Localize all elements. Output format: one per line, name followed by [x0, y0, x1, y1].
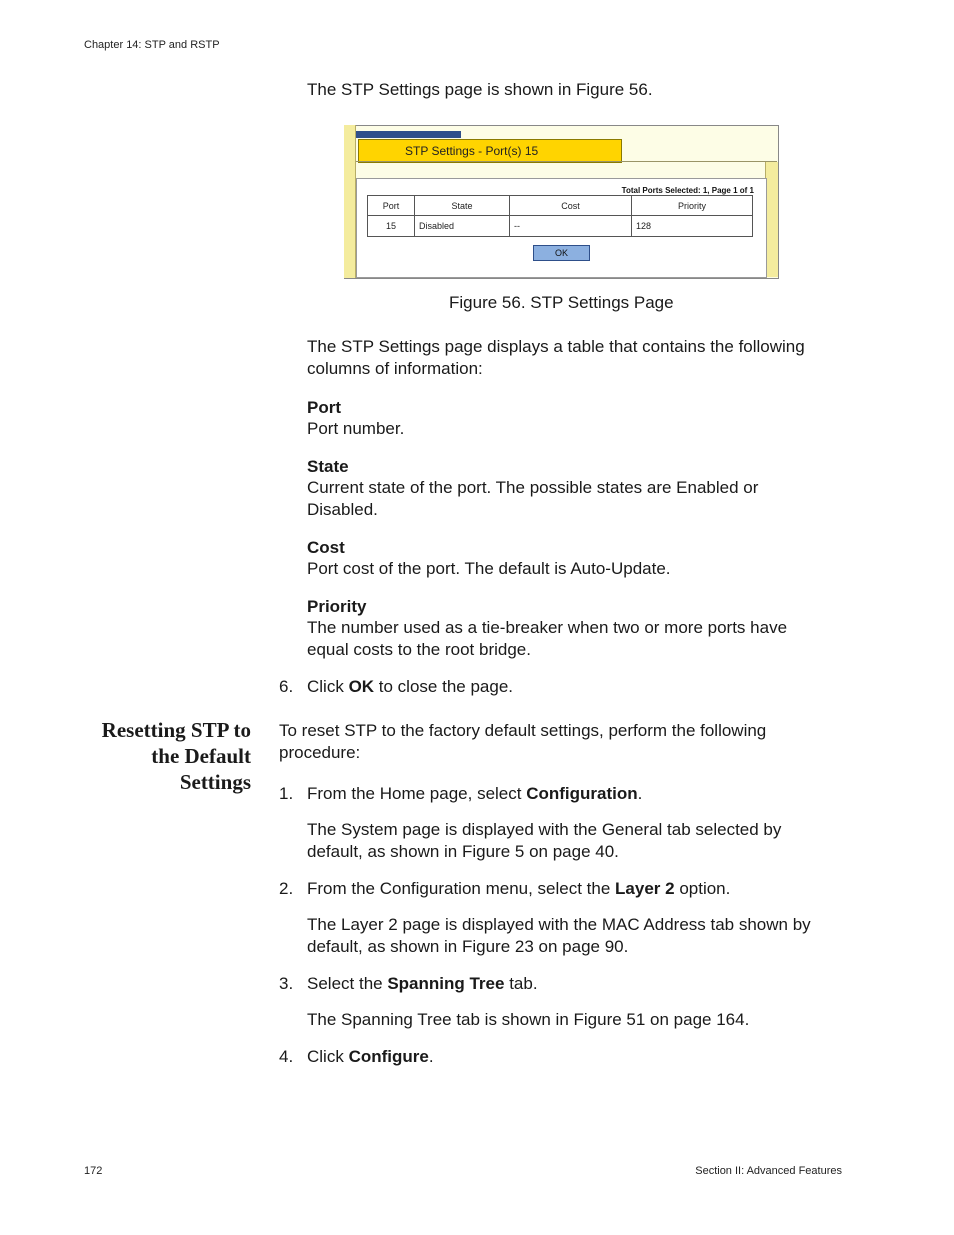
section-heading-line: the Default — [151, 744, 251, 768]
section-intro-line: To reset STP to the factory default settings, perform the following — [279, 721, 767, 740]
description-paragraph — [307, 336, 805, 380]
step-text: From the Configuration menu, select the Layer 2 option. — [307, 879, 731, 898]
definition-priority — [307, 596, 787, 661]
description-line: The STP Settings page displays a table that contains the following — [307, 337, 805, 356]
step-text: Click OK to close the page. — [307, 677, 513, 696]
table-header-row — [368, 196, 753, 216]
column-header-state: State — [415, 196, 510, 216]
page-number: 172 — [84, 1165, 103, 1177]
step-note — [307, 1009, 749, 1031]
figure-caption: Figure 56. STP Settings Page — [449, 293, 674, 312]
definition-text: Current state of the port. The possible states are Enabled or — [307, 478, 759, 497]
step-note — [307, 914, 811, 958]
step-note-line: The System page is displayed with the General tab selected by — [307, 820, 782, 839]
definition-term: Cost — [307, 538, 345, 557]
definition-term: Priority — [307, 597, 367, 616]
definition-state — [307, 456, 758, 521]
intro-paragraph: The STP Settings page is shown in Figure 56. — [307, 80, 653, 99]
running-footer: Section II: Advanced Features — [695, 1165, 842, 1177]
table-row — [368, 216, 753, 237]
section-intro-line: procedure: — [279, 743, 361, 762]
definition-text: equal costs to the root bridge. — [307, 640, 531, 659]
step-note-line: The Spanning Tree tab is shown in Figure 51 on page 164. — [307, 1010, 750, 1029]
step-number: 4. — [279, 1047, 294, 1066]
section-heading-line: Resetting STP to — [101, 718, 251, 742]
step-text: From the Home page, select Configuration. — [307, 784, 643, 803]
definition-text: Port number. — [307, 419, 405, 438]
section-heading-line: Settings — [179, 770, 251, 794]
figure-left-bar — [344, 125, 356, 278]
definition-port — [307, 397, 404, 440]
definition-text: The number used as a tie-breaker when two or more ports have — [307, 618, 788, 637]
definition-text: Port cost of the port. The default is Auto-Update. — [307, 559, 671, 578]
column-header-priority: Priority — [632, 196, 753, 216]
step-note — [307, 819, 781, 863]
step-number: 3. — [279, 974, 294, 993]
description-line: columns of information: — [307, 359, 483, 378]
step-number: 6. — [279, 677, 294, 696]
cell-cost[interactable]: -- — [510, 216, 632, 237]
section-intro — [279, 720, 766, 764]
step-text: Select the Spanning Tree tab. — [307, 974, 538, 993]
figure-top-stripe — [356, 131, 461, 138]
step-number: 2. — [279, 879, 294, 898]
definition-text: Disabled. — [307, 500, 378, 519]
step-note-line: default, as shown in Figure 5 on page 40. — [307, 842, 619, 861]
figure-total-ports: Total Ports Selected: 1, Page 1 of 1 — [621, 186, 754, 195]
ok-button[interactable]: OK — [533, 245, 590, 261]
column-header-cost: Cost — [510, 196, 632, 216]
cell-port: 15 — [368, 216, 415, 237]
figure-divider — [356, 161, 777, 162]
cell-priority[interactable]: 128 — [632, 216, 753, 237]
step-note-line: default, as shown in Figure 23 on page 90. — [307, 937, 629, 956]
cell-state[interactable]: Disabled — [415, 216, 510, 237]
column-header-port: Port — [368, 196, 415, 216]
step-note-line: The Layer 2 page is displayed with the MAC Address tab shown by — [307, 915, 811, 934]
definition-term: State — [307, 457, 349, 476]
running-header: Chapter 14: STP and RSTP — [84, 39, 220, 51]
definition-term: Port — [307, 398, 341, 417]
step-text: Click Configure. — [307, 1047, 434, 1066]
section-heading — [51, 717, 251, 795]
figure-page-title: STP Settings - Port(s) 15 — [358, 139, 622, 163]
definition-cost — [307, 537, 671, 580]
step-number: 1. — [279, 784, 294, 803]
stp-settings-table — [367, 195, 753, 237]
